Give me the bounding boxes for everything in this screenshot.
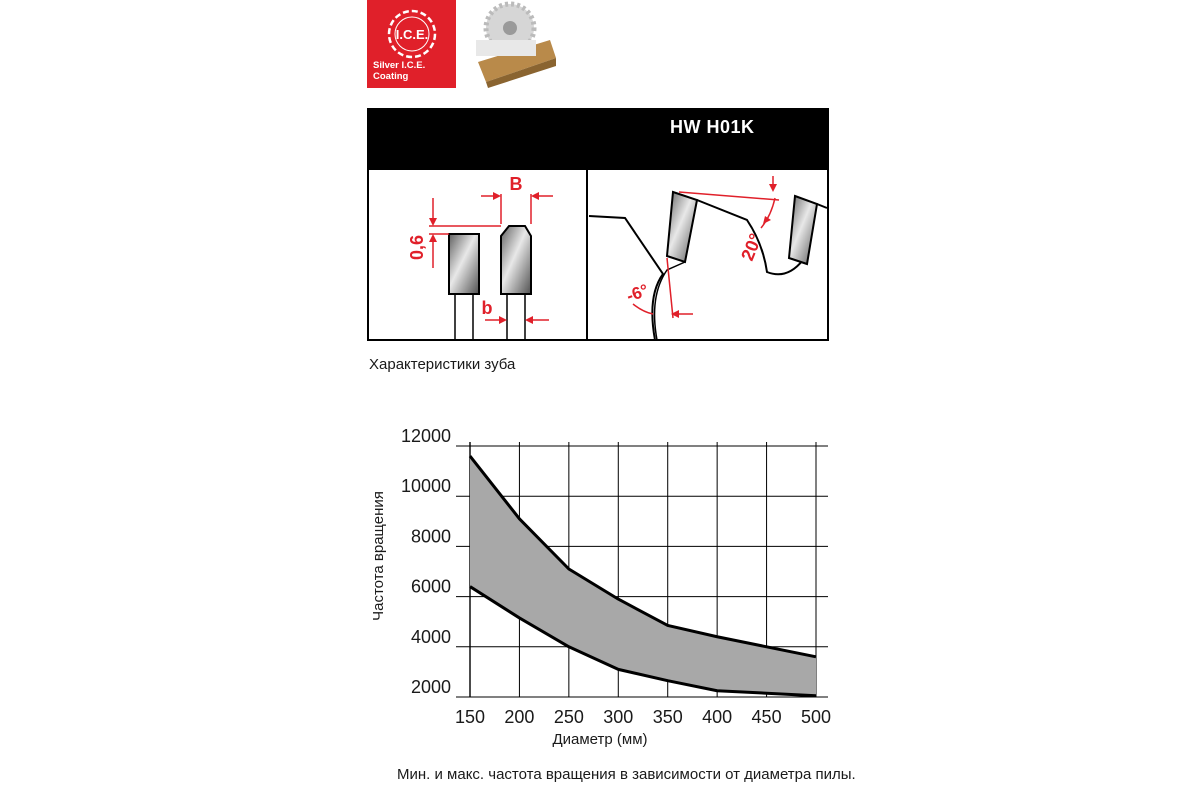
rpm-chart	[350, 410, 850, 755]
ice-seal-icon	[367, 0, 456, 60]
spec-header	[367, 108, 829, 168]
clearance-angle-label: 20°	[737, 230, 766, 264]
x-tick-label: 450	[751, 707, 782, 727]
x-tick-label: 350	[652, 707, 683, 727]
ice-coating-badge	[367, 0, 456, 88]
spec-code: HW H01K	[670, 117, 755, 137]
saw-blade-on-wood-image	[470, 0, 560, 88]
tooth-geometry-diagram	[367, 168, 829, 341]
width-label-b: b	[481, 298, 493, 318]
badge-line-2: Coating	[373, 71, 409, 82]
width-label-B: B	[509, 174, 523, 194]
x-axis-label: Диаметр (мм)	[552, 731, 648, 748]
x-tick-label: 200	[504, 707, 535, 727]
rpm-range-area	[470, 456, 816, 696]
hook-angle-label: -6°	[623, 280, 651, 306]
y-tick-label: 6000	[410, 576, 451, 597]
y-axis-ticks	[401, 426, 451, 697]
x-axis-ticks	[455, 707, 831, 727]
badge-line-1: Silver I.C.E.	[373, 60, 426, 71]
y-axis-label: Частота вращения	[370, 491, 387, 621]
y-tick-label: 12000	[400, 426, 451, 446]
tooth-caption: Характеристики зуба	[369, 356, 516, 373]
x-tick-label: 300	[603, 707, 634, 727]
y-tick-label: 8000	[410, 526, 451, 547]
x-tick-label: 400	[702, 707, 733, 727]
x-tick-label: 150	[454, 707, 486, 727]
y-tick-label: 10000	[400, 476, 451, 497]
ice-logo-text: I.C.E.	[395, 27, 429, 42]
chamfer-height-label: 0,6	[407, 234, 427, 260]
y-tick-label: 4000	[410, 626, 451, 647]
x-tick-label: 500	[800, 707, 832, 727]
chart-caption: Мин. и макс. частота вращения в зависимости от диаметра пилы.	[397, 766, 856, 783]
y-tick-label: 2000	[410, 677, 451, 697]
x-tick-label: 250	[553, 707, 584, 727]
